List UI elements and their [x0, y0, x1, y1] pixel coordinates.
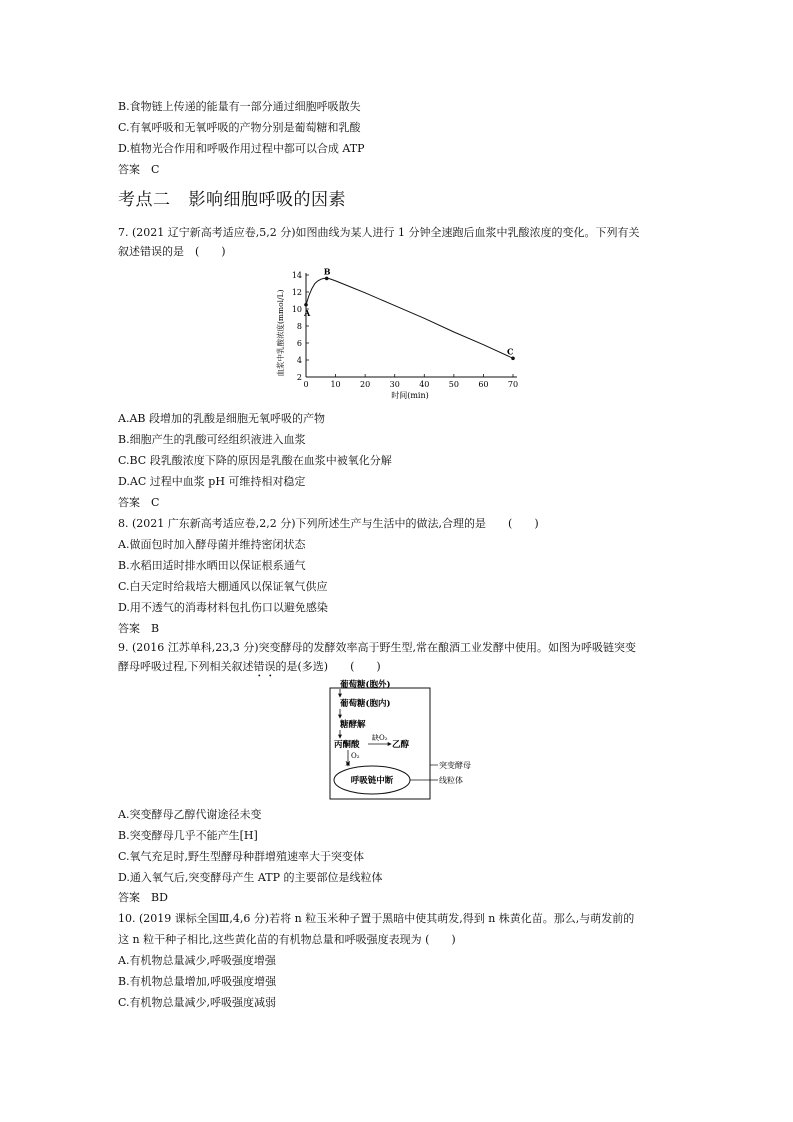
- q7-option-a: A.AB 段增加的乳酸是细胞无氧呼吸的产物: [118, 412, 325, 425]
- point-a: [304, 303, 308, 307]
- point-c: [511, 357, 515, 361]
- q7-stem-line1: 7. (2021 辽宁新高考适应卷,5,2 分)如图曲线为某人进行 1 分钟全速跑后血浆中乳酸浓度的变化。下列有关: [118, 226, 640, 239]
- y-tick-label: 6: [296, 339, 302, 348]
- q9-stem-line2: [118, 660, 381, 680]
- glucose-inside: 葡萄糖(胞内): [340, 699, 391, 709]
- q8-answer: 答案 B: [118, 622, 160, 635]
- section-title: 影响细胞呼吸的因素: [188, 190, 346, 210]
- lactate-chart: [270, 265, 530, 400]
- q10-stem-line1: 10. (2019 课标全国Ⅲ,4,6 分)若将 n 粒玉米种子置于黑暗中使其萌发,得到 n 株黄化苗。那么,与萌发前的: [118, 912, 635, 925]
- q10-option-b: B.有机物总量增加,呼吸强度增强: [118, 975, 277, 988]
- point-label-a: A: [304, 307, 311, 318]
- q9-emphasis: 错误: [253, 660, 276, 673]
- q9-option-c: C.氧气充足时,野生型酵母种群增殖速率大于突变体: [118, 850, 365, 863]
- x-tick-label: 0: [303, 380, 309, 389]
- q10-option-a: A.有机物总量减少,呼吸强度增强: [118, 954, 276, 967]
- q9-stem-pre: 酵母呼吸过程,下列相关叙述: [118, 660, 254, 673]
- q7-stem-line2: 叙述错误的是 ( ): [118, 245, 226, 258]
- q9-option-a: A.突变酵母乙醇代谢途径未变: [118, 808, 262, 821]
- section-heading: [118, 190, 346, 210]
- y-tick-label: 2: [296, 373, 302, 382]
- point-label-c: C: [507, 346, 514, 357]
- point-label-b: B: [323, 266, 331, 277]
- y-tick-label: 8: [296, 322, 302, 331]
- q9-option-b: B.突变酵母几乎不能产生[H]: [118, 829, 258, 842]
- x-tick-label: 40: [419, 380, 430, 389]
- q9-answer: 答案 BD: [118, 891, 168, 904]
- option-b: B.食物链上传递的能量有一部分通过细胞呼吸散失: [118, 100, 361, 113]
- q10-stem-line2: 这 n 粒干种子相比,这些黄化苗的有机物总量和呼吸强度表现为 ( ): [118, 933, 456, 946]
- y-tick-label: 4: [296, 356, 302, 365]
- q7-answer: 答案 C: [118, 496, 160, 509]
- x-tick-label: 70: [507, 380, 519, 389]
- y-tick-label: 14: [291, 271, 302, 280]
- pyruvate: 丙酮酸: [334, 740, 360, 750]
- q8-option-d: D.用不透气的消毒材料包扎伤口以避免感染: [118, 601, 328, 614]
- q9-stem-post: 的是(多选) ( ): [275, 660, 381, 673]
- lactate-curve: [306, 278, 513, 358]
- x-tick-label: 50: [448, 380, 459, 389]
- x-axis-label: 时间(min): [391, 391, 429, 400]
- q8-stem: 8. (2021 广东新高考适应卷,2,2 分)下列所述生产与生活中的做法,合理的是 ( ): [118, 517, 539, 530]
- lack-o2-label: 缺O₂: [372, 734, 388, 742]
- point-b: [325, 277, 329, 281]
- q8-option-a: A.做面包时加入酵母菌并维持密闭状态: [118, 538, 306, 551]
- y-tick-label: 10: [291, 305, 302, 314]
- answer: 答案 C: [118, 163, 160, 176]
- q7-option-b: B.细胞产生的乳酸可经组织液进入血浆: [118, 433, 306, 446]
- glucose-outside: 葡萄糖(胞外): [340, 680, 391, 690]
- x-tick-label: 20: [360, 380, 371, 389]
- q10-option-c: C.有机物总量减少,呼吸强度减弱: [118, 996, 277, 1009]
- ethanol: 乙醇: [392, 740, 410, 750]
- q7-option-d: D.AC 过程中血浆 pH 可维持相对稳定: [118, 475, 306, 488]
- q9-stem-line1: 9. (2016 江苏单科,23,3 分)突变酵母的发酵效率高于野生型,常在酿酒工业发酵中使用。如图为呼吸链突变: [118, 641, 637, 654]
- o2-label: O₂: [351, 752, 360, 760]
- x-tick-label: 10: [330, 380, 341, 389]
- section-number: 考点二: [118, 190, 171, 210]
- y-tick-label: 12: [291, 288, 302, 297]
- mutant-yeast-label: 突变酵母: [439, 761, 471, 770]
- chain-interrupted: 呼吸链中断: [350, 776, 394, 786]
- respiration-diagram: [328, 678, 478, 803]
- glycolysis: 糖酵解: [340, 720, 366, 730]
- y-axis-label: 血浆中乳酸浓度(mmol/L): [276, 289, 285, 377]
- option-d: D.植物光合作用和呼吸作用过程中都可以合成 ATP: [118, 142, 365, 155]
- q7-option-c: C.BC 段乳酸浓度下降的原因是乳酸在血浆中被氧化分解: [118, 454, 392, 467]
- q9-option-d: D.通入氧气后,突变酵母产生 ATP 的主要部位是线粒体: [118, 871, 383, 884]
- q8-option-b: B.水稻田适时排水晒田以保证根系通气: [118, 559, 306, 572]
- option-c: C.有氧呼吸和无氧呼吸的产物分别是葡萄糖和乳酸: [118, 121, 361, 134]
- x-tick-label: 30: [389, 380, 400, 389]
- blocked-mark: ×: [344, 759, 352, 768]
- q8-option-c: C.白天定时给栽培大棚通风以保证氧气供应: [118, 580, 328, 593]
- mitochondria-label: 线粒体: [439, 776, 463, 785]
- x-tick-label: 60: [478, 380, 489, 389]
